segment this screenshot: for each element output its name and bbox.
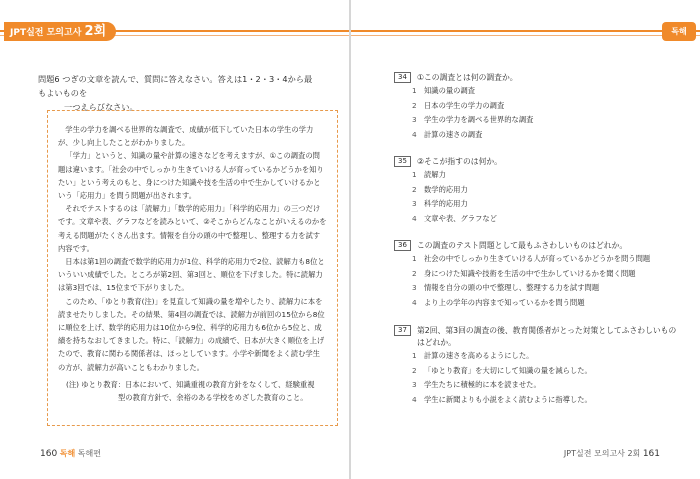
question-number: 35 (394, 156, 411, 167)
answer-option[interactable]: 3 学生たちに積極的に本を読ませた。 (412, 380, 541, 389)
answer-option[interactable]: 3 科学的応用力 (412, 199, 468, 208)
instruction (38, 72, 318, 114)
question-number: 34 (394, 72, 411, 83)
answer-option[interactable]: 1 読解力 (412, 170, 446, 179)
question-text: この調査のテスト問題として最もふさわしいものはどれか。 (417, 241, 628, 250)
answer-option[interactable]: 3 学生の学力を調べる世界的な調査 (412, 115, 534, 124)
section-badge-number: 2회 (84, 24, 107, 39)
header-rule-right (351, 30, 700, 32)
header-thin-rule-right (351, 35, 700, 36)
footer-right-text: JPT실전 모의고사 2회 (563, 449, 641, 458)
answer-option[interactable]: 1 計算の速さを高めるようにした。 (412, 351, 534, 360)
section-badge (4, 22, 116, 41)
answer-option[interactable]: 2 「ゆとり教育」を大切にして知識の量を減らした。 (412, 365, 592, 375)
question-35 (394, 156, 684, 226)
answer-option[interactable]: 2 数学的応用力 (412, 184, 468, 194)
footer-left-text: 독해편 (77, 449, 101, 458)
instruction-line1: つぎの文章を読んで、質問に答えなさい。答えは1・2・3・4から最もよいものを (38, 74, 313, 98)
answer-option[interactable]: 4 文章や表、グラフなど (412, 213, 497, 223)
answer-option[interactable]: 4 計算の速さの調査 (412, 129, 483, 139)
passage-paragraph: 日本は第1回の調査で数学的応用力が1位、科学的応用力で2位、読解力も8位といういい成績でした。ところが第2回、第3回と、順位を下げました。特に読解力は第3回では、15位まで下がりました。 (58, 257, 325, 293)
footer-right (564, 448, 660, 459)
answer-option[interactable]: 4 学生に新聞よりも小説をよく読むように指導した。 (412, 394, 592, 404)
passage-note-line1: (注) ゆとり教育：日本において、知識重視の教育方針をなくして、経験重視 (66, 379, 315, 389)
passage-paragraph: それでテストするのは「読解力」「数学的応用力」「科学的応用力」の三つだけです。文章や表、グラフなどを読みといて、②そこからどんなことがいえるのかを考える問題がたくさん出ます。情報を自分の頭の中で整理し、整理する力を試す内容です。 (58, 204, 327, 253)
answer-option[interactable]: 1 社会の中でしっかり生きていける人が育っているかどうかを問う問題 (412, 254, 651, 263)
answer-option[interactable]: 3 情報を自分の頭の中で整理し、整理する力を試す問題 (412, 283, 600, 292)
page-spine (349, 0, 351, 479)
question-34 (394, 72, 684, 142)
footer-left-tag: 독해 (59, 449, 76, 458)
part-badge: 독해 (662, 22, 696, 41)
passage-note-line2: 型の教育方針で、余裕のある学校をめざした教育のこと。 (118, 393, 308, 403)
answer-option[interactable]: 2 身につけた知識や技術を生活の中で生かしていけるかを聞く問題 (412, 268, 636, 278)
question-text: ②そこが指すのは何か。 (417, 157, 502, 166)
question-36 (394, 240, 684, 310)
page-number-right: 161 (642, 449, 660, 459)
passage-paragraph: 学生の学力を調べる世界的な調査で、成績が低下していた日本の学生の学力が、少し向上したことがわかりました。 (58, 125, 314, 148)
question-number: 37 (394, 325, 411, 336)
section-badge-label: JPT실전 모의고사 (10, 28, 82, 38)
answer-option[interactable]: 4 より上の学年の内容まで知っているかを問う問題 (412, 297, 585, 307)
page-number-left: 160 (40, 449, 58, 459)
passage-paragraph: 「学力」というと、知識の量や計算の速さなどを考えますが、①この調査の問題は違います。「社会の中でしっかり生きていける人が育っているかどうかを知りたい」という考えのもと、身につけた知識や技を生活の中で生かしていけるかという「応用力」を問う問題が出されます。 (58, 151, 324, 201)
footer-left (40, 448, 101, 459)
question-text: ①この調査とは何の調査か。 (417, 73, 518, 82)
instruction-line2: 一つえらびなさい。 (64, 102, 138, 112)
instruction-label: 問題6 (38, 74, 60, 84)
answer-option[interactable]: 1 知識の量の調査 (412, 86, 476, 95)
reading-passage (47, 110, 338, 426)
question-37 (394, 325, 684, 407)
question-text: 第2回、第3回の調査の後、教育関係者がとった対策としてふさわしいものはどれか。 (417, 326, 677, 347)
question-number: 36 (394, 240, 411, 251)
answer-option[interactable]: 2 日本の学生の学力の調査 (412, 100, 505, 110)
passage-paragraph: このため、「ゆとり教育(注)」を見直して知識の量を増やしたり、読解力に本を読ませたりしました。その結果、第4回の調査では、読解力が前回の15位から8位に順位を上げ、数学的応用力は10位から9位、科学的応用力も6位から5位と、成績を持ちなおしてきました。特に、「読解力」の成績で、日本が大きく順位を上げたので、教育に関わる関係者は、ほっとしています。小学や新聞をよく読む学生の方が、読解力が高いこともわかりました。 (58, 296, 325, 372)
